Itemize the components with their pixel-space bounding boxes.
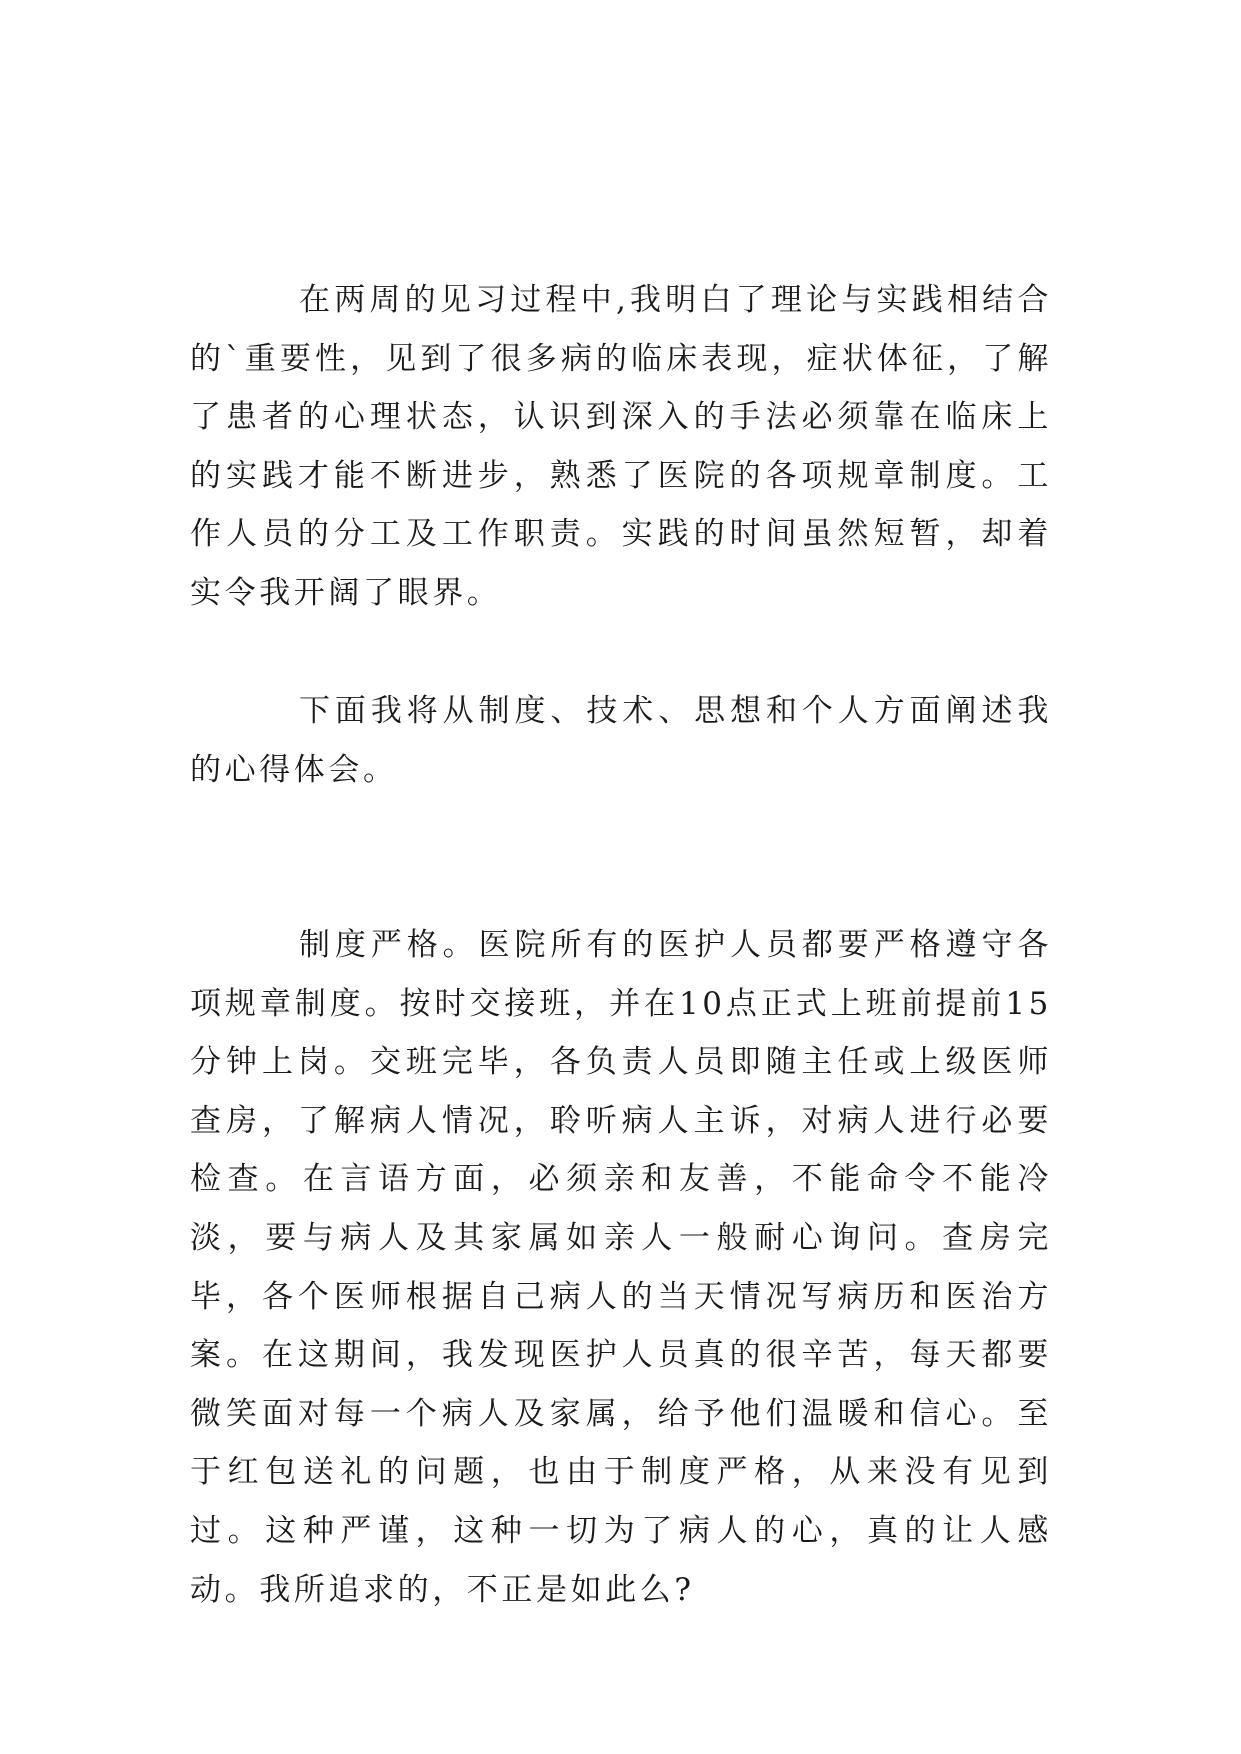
paragraph-strict-system: 制度严格。医院所有的医护人员都要严格遵守各项规章制度。按时交接班，并在10点正式上班前提前15分钟上岗。交班完毕，各负责人员即随主任或上级医师查房，了解病人情况，聆听病人主诉，对病人进行必要检查。在言语方面，必须亲和友善，不能命令不能冷淡，要与病人及其家属如亲人一般耐心询问。查房完毕，各个医师根据自己病人的当天情况写病历和医治方案。在这期间，我发现医护人员真的很辛苦，每天都要微笑面对每一个病人及家属，给予他们温暖和信心。至于红包送礼的问题，也由于制度严格，从来没有见到过。这种严谨，这种一切为了病人的心，真的让人感动。我所追求的，不正是如此么? — [190, 927, 1052, 1608]
paragraph-intro-reflections: 下面我将从制度、技术、思想和个人方面阐述我的心得体会。 — [190, 693, 1052, 788]
paragraph-internship-summary: 在两周的见习过程中,我明白了理论与实践相结合的`重要性，见到了很多病的临床表现，症状体征，了解了患者的心理状态，认识到深入的手法必须靠在临床上的实践才能不断进步，熟悉了医院的各项规章制度。工作人员的分工及工作职责。实践的时间虽然短暂，却着实令我开阔了眼界。 — [190, 282, 1052, 611]
